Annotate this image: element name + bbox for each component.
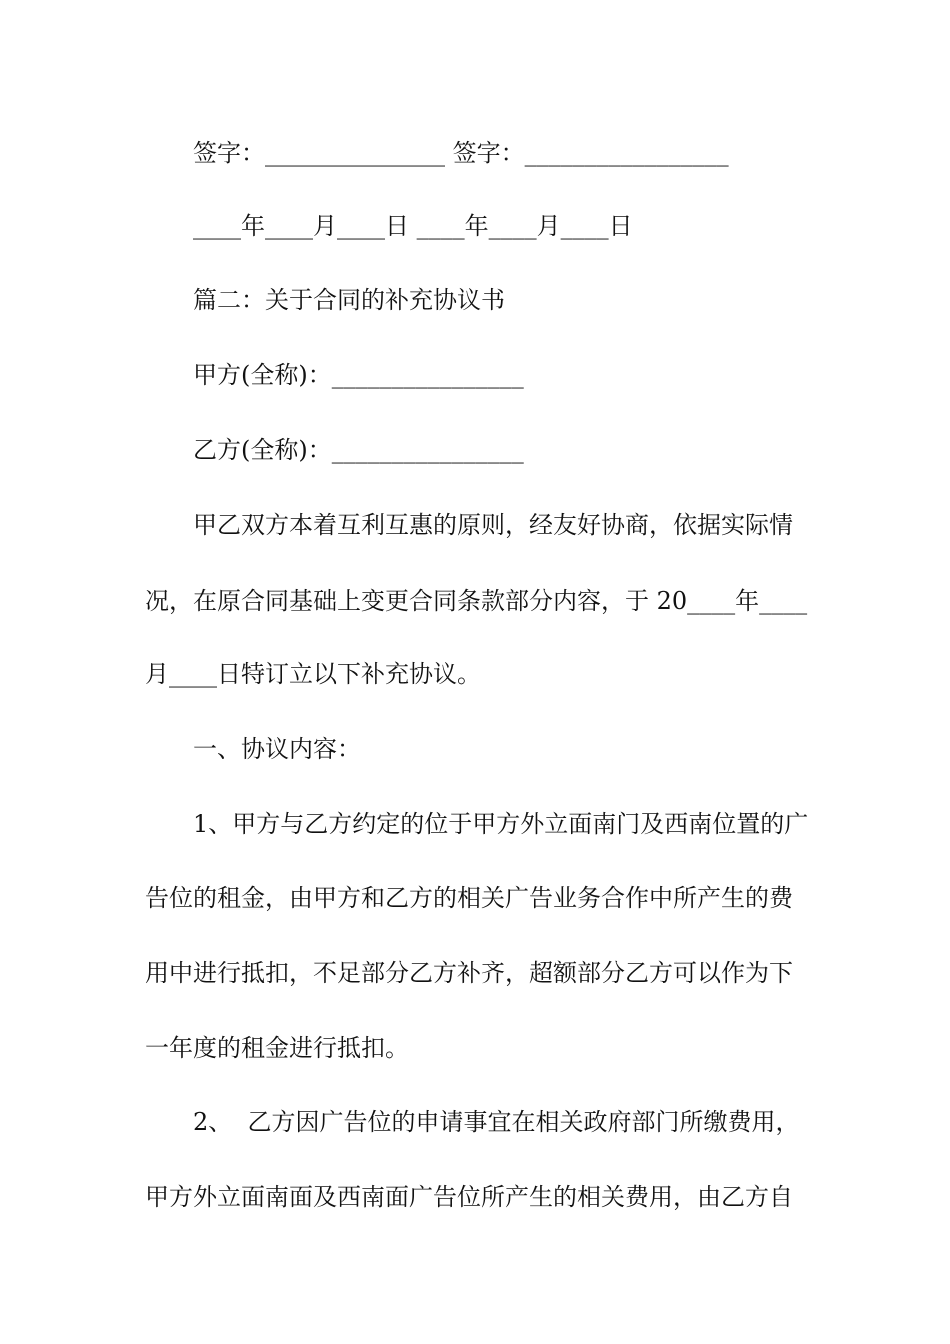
signature-line: 签字：_______________ 签字：_________________: [193, 139, 729, 167]
paragraph-line: 甲方外立面南面及西南面广告位所产生的相关费用，由乙方自: [145, 1183, 793, 1211]
date-line: ____年____月____日 ____年____月____日: [193, 212, 633, 240]
paragraph-line: 告位的租金，由甲方和乙方的相关广告业务合作中所产生的费: [145, 884, 793, 912]
section-title: 篇二：关于合同的补充协议书: [193, 286, 505, 314]
paragraph-line: 甲乙双方本着互利互惠的原则，经友好协商，依据实际情: [193, 511, 793, 539]
party-b-line: 乙方(全称)：________________: [193, 436, 524, 464]
clause-heading: 一、协议内容：: [193, 735, 361, 763]
paragraph-line: 2、 乙方因广告位的申请事宜在相关政府部门所缴费用，: [193, 1108, 800, 1136]
paragraph-line: 用中进行抵扣，不足部分乙方补齐，超额部分乙方可以作为下: [145, 959, 793, 987]
party-a-line: 甲方(全称)：________________: [193, 361, 524, 389]
paragraph-line: 况，在原合同基础上变更合同条款部分内容，于 20____年____: [145, 587, 808, 615]
paragraph-line: 月____日特订立以下补充协议。: [145, 660, 481, 688]
paragraph-line: 一年度的租金进行抵扣。: [145, 1034, 409, 1062]
paragraph-line: 1、甲方与乙方约定的位于甲方外立面南门及西南位置的广: [193, 810, 809, 838]
